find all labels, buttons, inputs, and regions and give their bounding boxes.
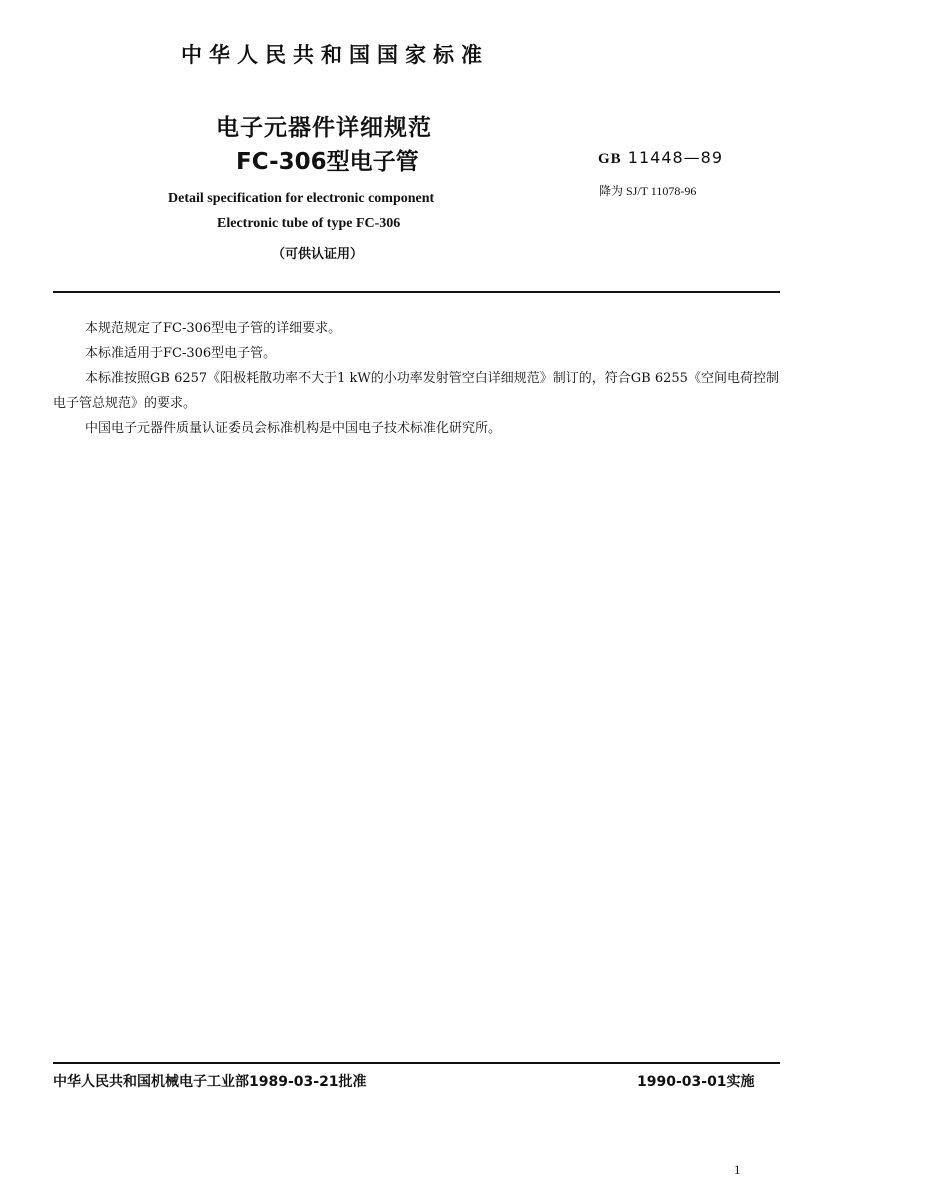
header-divider	[53, 291, 780, 293]
effective-date: 1990-03-01实施	[637, 1074, 755, 1090]
body-paragraph: 本标准按照GB 6257《阳极耗散功率不大于1 kW的小功率发射管空白详细规范》制订的，符合GB 6255《空间电荷控制电子管总规范》的要求。	[53, 371, 779, 411]
standard-number	[598, 148, 723, 168]
national-standard-heading: 中华人民共和国国家标准	[181, 43, 489, 67]
body-text	[53, 316, 780, 441]
page-number: 1	[734, 1162, 741, 1177]
body-paragraph: 本标准适用于FC-306型电子管。	[85, 346, 277, 361]
body-paragraph: 中国电子元器件质量认证委员会标准机构是中国电子技术标准化研究所。	[85, 421, 502, 436]
standard-replacement-note: 降为 SJ/T 11078-96	[599, 184, 697, 198]
footer-divider	[53, 1062, 780, 1064]
document-title-en-line2: Electronic tube of type FC-306	[217, 216, 401, 231]
body-paragraph: 本规范规定了FC-306型电子管的详细要求。	[85, 321, 342, 336]
document-title-type: FC-306型电子管	[236, 149, 419, 175]
document-title-en-line1: Detail specification for electronic component	[168, 191, 435, 206]
standard-code: 11448—89	[621, 148, 724, 167]
standard-prefix: GB	[598, 151, 622, 167]
certification-note: （可供认证用）	[272, 247, 364, 262]
document-title-cn: 电子元器件详细规范	[216, 115, 432, 141]
approval-line: 中华人民共和国机械电子工业部1989-03-21批准	[53, 1074, 367, 1090]
